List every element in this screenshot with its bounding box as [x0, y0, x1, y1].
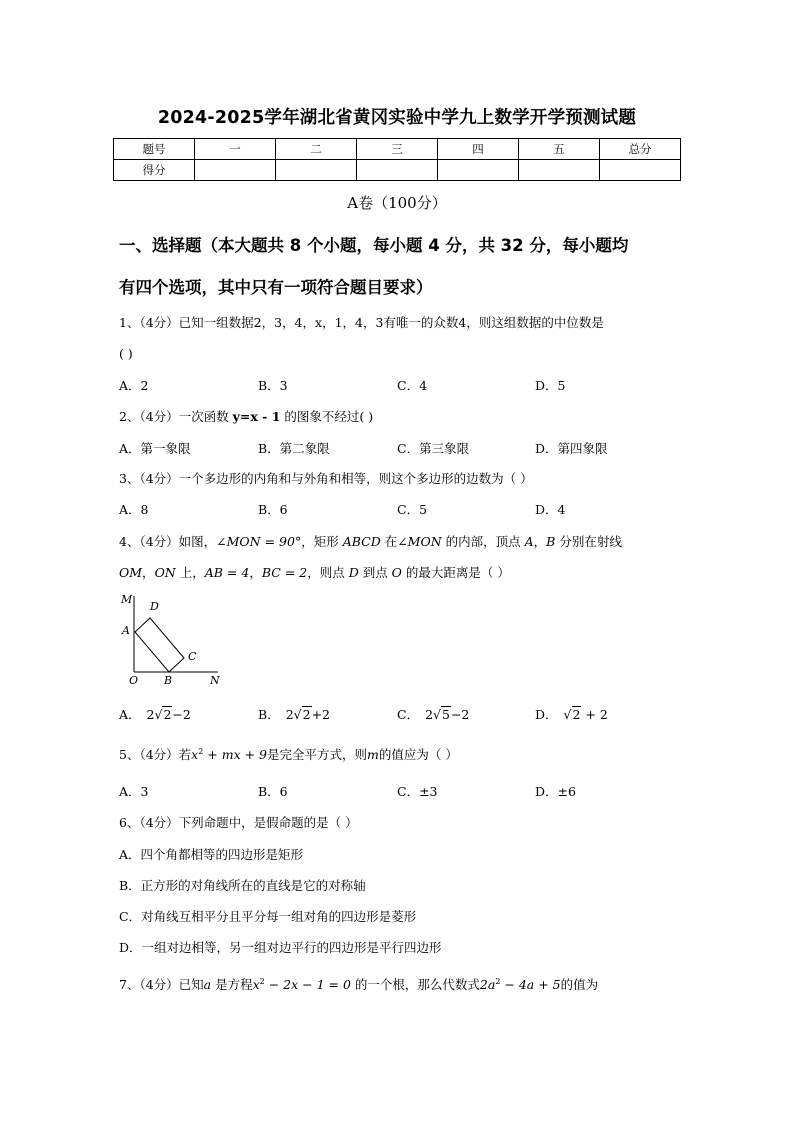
q3-option-d: D．4	[535, 502, 566, 517]
question-4-stem-line2	[119, 563, 510, 581]
q4-option-letter: D．	[535, 707, 558, 722]
q1-option-a: A．2	[119, 378, 149, 393]
q4-geometry-figure	[112, 588, 232, 688]
score-table-header-cell: 三	[357, 139, 438, 160]
paper-subtitle: A卷（100分）	[347, 194, 447, 212]
q4-text: ，	[142, 565, 155, 580]
q4-math: D	[348, 565, 359, 580]
score-cell	[600, 160, 681, 181]
q4-radicand: 2	[572, 707, 581, 722]
q6-option-c: C．对角线互相平分且平分每一组对角的四边形是菱形	[119, 909, 417, 924]
q4-tail: + 2	[581, 707, 608, 722]
q5-option-b: B．6	[258, 784, 288, 799]
q2-option-d: D．第四象限	[535, 441, 608, 456]
q4-radicand: 2	[163, 707, 172, 722]
q5-text: 的值应为（ ）	[378, 747, 458, 762]
question-2-stem	[119, 407, 373, 425]
q4-text: ，则点	[307, 565, 349, 580]
question-5-stem	[119, 745, 458, 763]
q4-math: ∠MON = 90°	[216, 534, 302, 549]
q7-exponent: 2	[259, 977, 265, 986]
q4-math: BC = 2	[261, 565, 308, 580]
label-d: D	[150, 600, 159, 613]
q2-suffix: 的图象不经过( )	[280, 409, 374, 424]
q2-option-a: A．第一象限	[119, 441, 191, 456]
q4-coef: 2	[425, 707, 434, 722]
section-heading-line1: 一、选择题（本大题共 8 个小题，每小题 4 分，共 32 分，每小题均	[119, 236, 629, 255]
label-n: N	[210, 674, 220, 687]
q4-math: AB = 4	[204, 565, 250, 580]
score-table-score-row	[114, 160, 681, 181]
q2-prefix: 2、（4分）一次函数	[119, 409, 233, 424]
q5-math: x	[191, 747, 199, 762]
score-table-header-cell: 一	[195, 139, 276, 160]
q6-option-d: D．一组对边相等，另一组对边平行的四边形是平行四边形	[119, 940, 442, 955]
score-row-label: 得分	[114, 160, 195, 181]
q4-math: O	[391, 565, 402, 580]
q4-text: ，矩形	[301, 534, 343, 549]
rectangle-abcd	[135, 618, 184, 672]
q4-text: 的最大距离是（ ）	[401, 565, 510, 580]
label-b: B	[164, 674, 173, 687]
score-table-header-cell: 总分	[600, 139, 681, 160]
q3-option-a: A．8	[119, 502, 149, 517]
question-7-stem	[119, 975, 598, 993]
label-m: M	[121, 593, 133, 606]
q4-coef: 2	[146, 707, 155, 722]
exam-title: 2024-2025学年湖北省黄冈实验中学九上数学开学预测试题	[157, 108, 637, 128]
q2-option-b: B．第二象限	[258, 441, 330, 456]
q5-option-c: C．±3	[397, 784, 438, 799]
q3-option-b: B．6	[258, 502, 288, 517]
score-cell	[438, 160, 519, 181]
q5-text: 5、（4分）若	[119, 747, 192, 762]
score-cell	[357, 160, 438, 181]
q4-coef: 2	[285, 707, 294, 722]
q7-math: x	[252, 977, 260, 992]
q1-option-c: C．4	[397, 378, 428, 393]
score-cell	[276, 160, 357, 181]
score-table-header-cell: 五	[519, 139, 600, 160]
label-o: O	[129, 674, 139, 687]
score-table-header-row	[114, 139, 681, 160]
q3-option-c: C．5	[397, 502, 428, 517]
q4-math: ON	[154, 565, 176, 580]
score-cell	[519, 160, 600, 181]
q2-expression: y=x - 1	[232, 409, 281, 424]
q7-text: 的一个根，那么代数式	[350, 977, 480, 992]
question-4-stem-line1	[119, 532, 622, 550]
label-c: C	[188, 650, 197, 663]
q7-math: − 4a + 5	[500, 977, 561, 992]
q4-text: 的内部，顶点	[441, 534, 525, 549]
q1-option-b: B．3	[258, 378, 288, 393]
q4-option-letter: C．	[397, 707, 420, 722]
q4-text: 上，	[175, 565, 205, 580]
q7-math: a	[203, 977, 212, 992]
q4-option-letter: B．	[258, 707, 280, 722]
q1-option-d: D．5	[535, 378, 566, 393]
q4-text: ，	[249, 565, 262, 580]
q4-option-a: A． 2√2−2	[119, 707, 191, 722]
q4-math: ABCD	[342, 534, 381, 549]
q4-text: 在	[380, 534, 398, 549]
section-heading-line2: 有四个选项，其中只有一项符合题目要求）	[119, 278, 433, 297]
score-cell	[195, 160, 276, 181]
q4-math: B	[546, 534, 556, 549]
q7-math: − 2x − 1 = 0	[264, 977, 351, 992]
q4-option-d: D． √2 + 2	[535, 707, 608, 722]
q7-text: 是方程	[211, 977, 253, 992]
question-1-paren: ( )	[119, 346, 133, 361]
q7-text: 的值为	[560, 977, 599, 992]
score-table	[113, 138, 681, 181]
q7-exponent: 2	[495, 977, 501, 986]
q4-radicand: 5	[442, 707, 450, 722]
question-6-stem: 6、（4分）下列命题中，是假命题的是（ ）	[119, 815, 358, 830]
q5-math: m	[367, 747, 379, 762]
question-1-stem: 1、（4分）已知一组数据2，3，4，x，1，4，3有唯一的众数4，则这组数据的中位数是	[119, 315, 604, 330]
score-table-header-cell: 题号	[114, 139, 195, 160]
q4-text: 4、（4分）如图，	[119, 534, 217, 549]
q6-option-a: A．四个角都相等的四边形是矩形	[119, 847, 304, 862]
q7-math: 2a	[479, 977, 496, 992]
label-a: A	[122, 624, 130, 637]
q4-math: A	[524, 534, 534, 549]
q4-text: ，	[533, 534, 547, 549]
q2-option-c: C．第三象限	[397, 441, 470, 456]
q4-radicand: 2	[302, 707, 311, 722]
q6-option-b: B．正方形的对角线所在的直线是它的对称轴	[119, 878, 366, 893]
q4-option-b: B． 2√2+2	[258, 707, 330, 722]
q4-option-c: C． 2√5−2	[397, 707, 470, 722]
q7-text: 7、（4分）已知	[119, 977, 204, 992]
q4-text: 分别在射线	[555, 534, 622, 549]
q4-option-letter: A．	[119, 707, 141, 722]
q4-tail: −2	[450, 707, 470, 722]
q4-math: ∠MON	[397, 534, 442, 549]
q4-tail: −2	[172, 707, 191, 722]
q5-math: + mx + 9	[203, 747, 268, 762]
question-3-stem: 3、（4分）一个多边形的内角和与外角和相等，则这个多边形的边数为（ ）	[119, 471, 533, 486]
q4-math: OM	[119, 565, 143, 580]
score-table-header-cell: 二	[276, 139, 357, 160]
q4-tail: +2	[311, 707, 330, 722]
score-table-header-cell: 四	[438, 139, 519, 160]
q5-text: 是完全平方式，则	[267, 747, 368, 762]
q4-text: 到点	[358, 565, 392, 580]
q5-option-d: D．±6	[535, 784, 576, 799]
q5-option-a: A．3	[119, 784, 149, 799]
q5-exponent: 2	[198, 747, 204, 756]
